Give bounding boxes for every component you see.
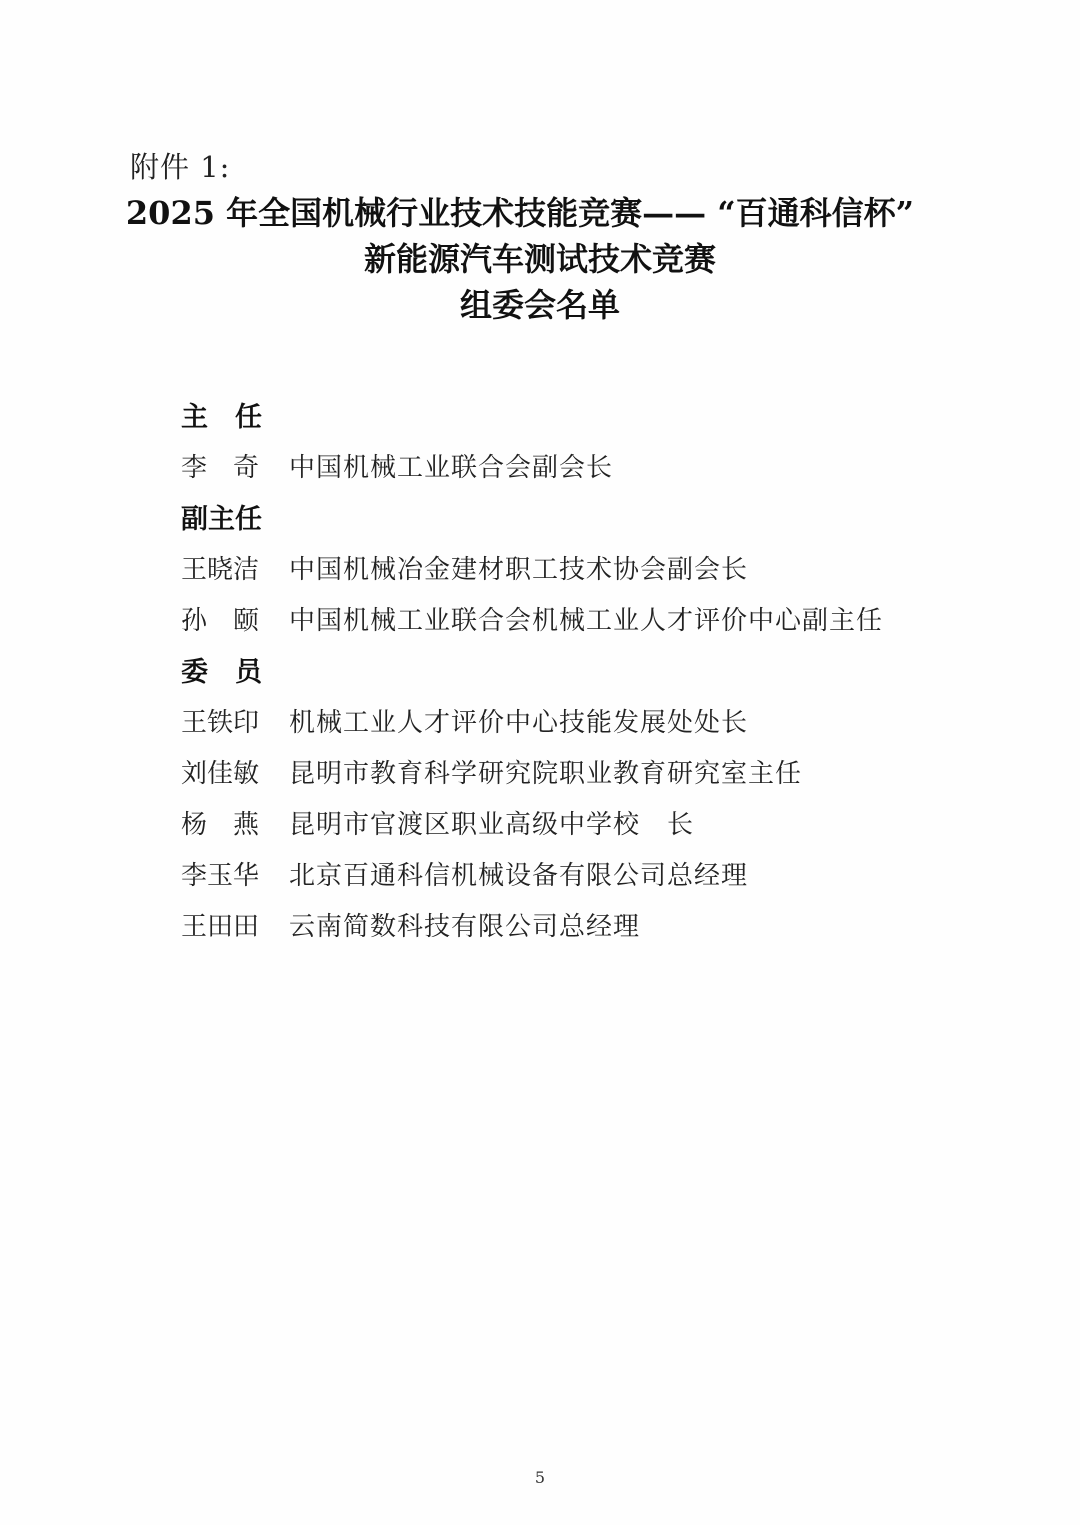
member-row: [181, 851, 941, 902]
member-title: 中国机械冶金建材职工技术协会副会长: [289, 555, 749, 585]
member-name: 刘佳敏: [181, 759, 260, 789]
title-line-3: 组委会名单: [459, 286, 620, 324]
member-row: [181, 902, 941, 953]
member-title: 中国机械工业联合会机械工业人才评价中心副主任: [289, 606, 884, 636]
attachment-label: 附件 1:: [130, 150, 231, 184]
member-row: [181, 698, 941, 749]
member-row: [181, 545, 941, 596]
member-row: [181, 443, 941, 494]
member-title: 机械工业人才评价中心技能发展处处长: [289, 708, 749, 738]
role-heading-director: 主 任: [181, 402, 262, 433]
member-row: [181, 749, 941, 800]
committee-roster: [181, 392, 941, 953]
document-title: [0, 190, 1080, 328]
member-row: [181, 800, 941, 851]
member-row: [181, 596, 941, 647]
member-name: 杨 燕: [181, 810, 260, 840]
member-title: 昆明市官渡区职业高级中学校 长: [289, 810, 695, 840]
member-name: 李玉华: [181, 861, 260, 891]
title-line-1: 2025 年全国机械行业技术技能竞赛—— “百通科信杯”: [125, 194, 915, 232]
member-name: 王铁印: [181, 708, 260, 738]
member-title: 昆明市教育科学研究院职业教育研究室主任: [289, 759, 803, 789]
role-heading-deputy-director: 副主任: [181, 504, 262, 535]
role-heading-members: 委 员: [181, 657, 262, 688]
member-name: 孙 颐: [181, 606, 260, 636]
member-title: 北京百通科信机械设备有限公司总经理: [289, 861, 749, 891]
member-title: 云南简数科技有限公司总经理: [289, 912, 641, 942]
member-name: 王晓洁: [181, 555, 260, 585]
member-title: 中国机械工业联合会副会长: [289, 453, 614, 483]
member-name: 王田田: [181, 912, 260, 942]
title-line-2: 新能源汽车测试技术竞赛: [363, 240, 716, 278]
member-name: 李 奇: [181, 453, 260, 483]
page-number: 5: [534, 1468, 546, 1487]
